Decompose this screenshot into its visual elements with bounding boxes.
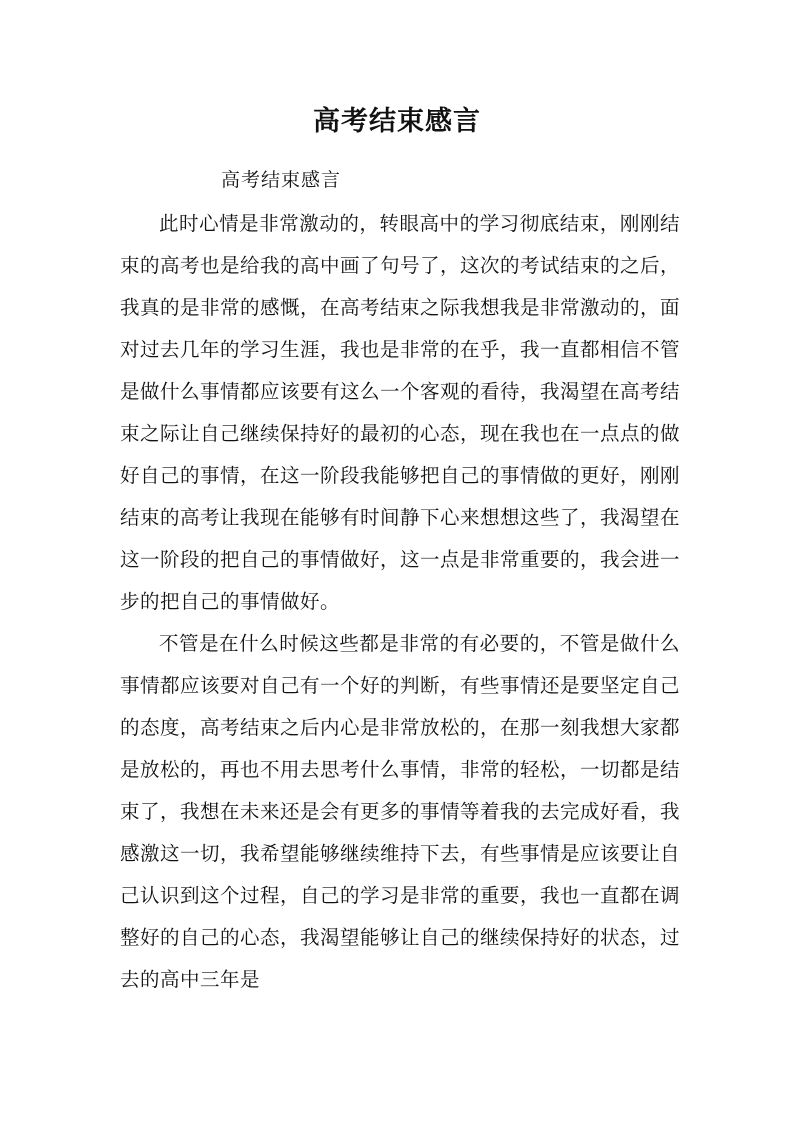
document-body xyxy=(120,203,680,1001)
document-title: 高考结束感言 xyxy=(313,106,481,137)
document-subtitle: 高考结束感言 xyxy=(221,169,342,191)
paragraph: 此时心情是非常激动的，转眼高中的学习彻底结束，刚刚结束的高考也是给我的高中画了句号了，这次的考试结束的之后，我真的是非常的感慨，在高考结束之际我想我是非常激动的，面对过去几年的学习生涯，我也是非常的在乎，我一直都相信不管是做什么事情都应该要有这么一个客观的看待，我渴望在高考结束之际让自己继续保持好的最初的心态，现在我也在一点点的做好自己的事情，在这一阶段我能够把自己的事情做的更好，刚刚结束的高考让我现在能够有时间静下心来想想这些了，我渴望在这一阶段的把自己的事情做好，这一点是非常重要的，我会进一步的把自己的事情做好。 xyxy=(120,212,681,613)
paragraph: 不管是在什么时候这些都是非常的有必要的，不管是做什么事情都应该要对自己有一个好的判断，有些事情还是要坚定自己的态度，高考结束之后内心是非常放松的，在那一刻我想大家都是放松的，再也不用去思考什么事情，非常的轻松，一切都是结束了，我想在未来还是会有更多的事情等着我的去完成好看，我感激这一切，我希望能够继续维持下去，有些事情是应该要让自己认识到这个过程，自己的学习是非常的重要，我也一直都在调整好的自己的心态，我渴望能够让自己的继续保持好的状态，过去的高中三年是 xyxy=(120,632,681,991)
